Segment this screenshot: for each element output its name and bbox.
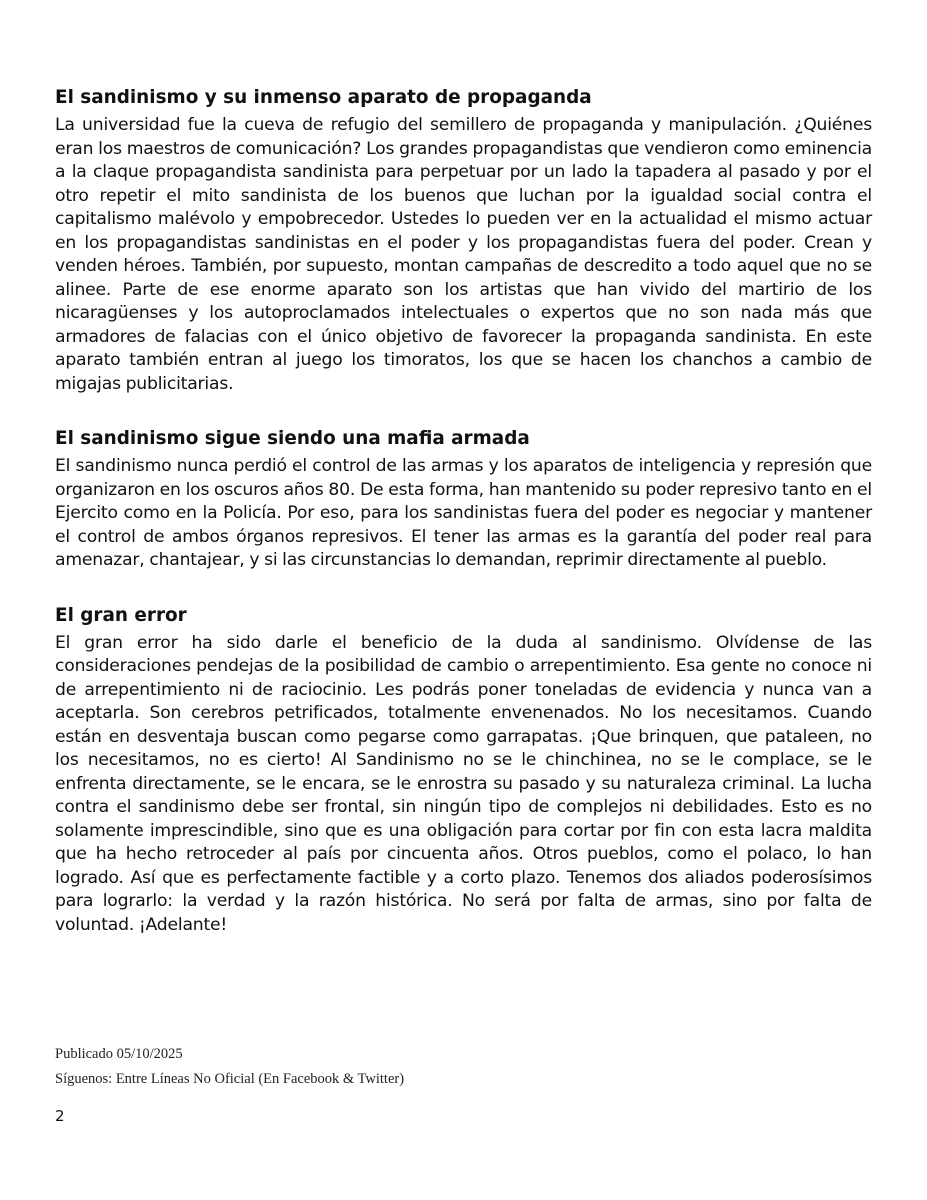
section-heading: El gran error xyxy=(55,604,187,626)
section-heading: El sandinismo sigue siendo una mafia armada xyxy=(55,428,530,449)
follow-us-note: Síguenos: Entre Líneas No Oficial (En Facebook & Twitter) xyxy=(55,1071,405,1087)
document-page xyxy=(55,86,872,968)
section-heading: El sandinismo y su inmenso aparato de propaganda xyxy=(55,87,592,108)
section-propaganda xyxy=(55,86,872,396)
section-paragraph: La universidad fue la cueva de refugio del semillero de propaganda y manipulación. ¿Quiénes eran los maestros de comunicación? Los grandes propagandistas que vendieron como eminencia a la claque propagandista sandinista para perpetuar por un lado la tapadera al pasado y por el otro repetir el mito sandinista de los buenos que luchan por la igualdad social contra el capitalismo malévolo y empobrecedor. Ustedes lo pueden ver en la actualidad el mismo actuar en los propagandistas sandinistas en el poder y los propagandistas fuera del poder. Crean y venden héroes. También, por supuesto, montan campañas de descredito a todo aquel que no se alinee. Parte de ese enorme aparato son los artistas que han vivido del martirio de los nicaragüenses y los autoproclamados intelectuales o expertos que no son nada más que armadores de falacias con el único objetivo de favorecer la propaganda sandinista. En este aparato también entran al juego los timoratos, los que se hacen los chanchos a cambio de migajas publicitarias. xyxy=(55,115,872,394)
section-mafia-armada xyxy=(55,427,872,573)
section-paragraph: El sandinismo nunca perdió el control de las armas y los aparatos de inteligencia y represión que organizaron en los oscuros años 80. De esta forma, han mantenido su poder represivo tanto en el Ejercito como en la Policía. Por eso, para los sandinistas fuera del poder es negociar y mantener el control de ambos órganos represivos. El tener las armas es la garantía del poder real para amenazar, chantajear, y si las circunstancias lo demandan, reprimir directamente al pueblo. xyxy=(55,456,872,570)
published-date: Publicado 05/10/2025 xyxy=(55,1046,183,1062)
footer xyxy=(55,1045,855,1095)
section-gran-error xyxy=(55,604,872,938)
page-number: 2 xyxy=(55,1107,65,1125)
section-paragraph: El gran error ha sido darle el beneficio de la duda al sandinismo. Olvídense de las consideraciones pendejas de la posibilidad de cambio o arrepentimiento. Esa gente no conoce ni de arrepentimiento ni de raciocinio. Les podrás poner toneladas de evidencia y nunca van a aceptarla. Son cerebros petrificados, totalmente envenenados. No los necesitamos. Cuando están en desventaja buscan como pegarse como garrapatas. ¡Que brinquen, que pataleen, no los necesitamos, no es cierto! Al Sandinismo no se le chinchinea, no se le complace, se le enfrenta directamente, se le encara, se le enrostra su pasado y su naturaleza criminal. La lucha contra el sandinismo debe ser frontal, sin ningún tipo de complejos ni debilidades. Esto es no solamente imprescindible, sino que es una obligación para cortar por fin con esta lacra maldita que ha hecho retroceder al país por cincuenta años. Otros pueblos, como el polaco, lo han logrado. Así que es perfectamente factible y a corto plazo. Tenemos dos aliados poderosísimos para lograrlo: la verdad y la razón histórica. No será por falta de armas, sino por falta de voluntad. ¡Adelante! xyxy=(55,632,872,935)
